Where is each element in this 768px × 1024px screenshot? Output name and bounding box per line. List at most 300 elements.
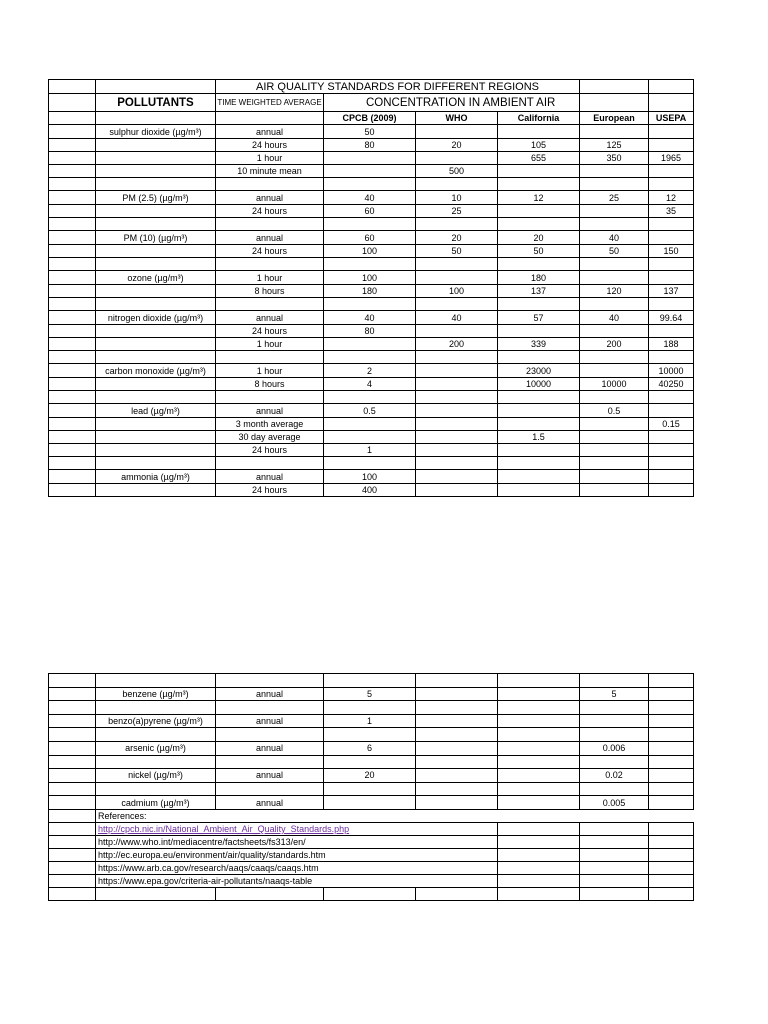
averaging-period: annual <box>216 796 324 810</box>
california-value <box>498 351 580 364</box>
averaging-period: annual <box>216 470 324 484</box>
table-row <box>49 378 694 391</box>
cpcb-value: 50 <box>324 125 416 139</box>
california-value: 180 <box>498 271 580 285</box>
table-row <box>49 418 694 431</box>
cpcb-value <box>324 796 416 810</box>
pollutant-name <box>96 285 216 298</box>
table-row <box>49 444 694 457</box>
california-value: 339 <box>498 338 580 351</box>
reference-link[interactable]: http://ec.europa.eu/environment/air/quality/standards.htm <box>98 849 326 860</box>
california-value <box>498 674 580 688</box>
usepa-value <box>649 714 694 728</box>
european-value <box>580 351 649 364</box>
pollutant-name <box>96 701 216 715</box>
table-row <box>49 714 694 728</box>
california-value <box>498 457 580 470</box>
european-value <box>580 205 649 218</box>
averaging-period: 30 day average <box>216 431 324 444</box>
pollutants-header: POLLUTANTS <box>96 94 216 112</box>
pollutant-name: PM (10) (µg/m³) <box>96 231 216 245</box>
who-value: 10 <box>416 191 498 205</box>
who-value <box>416 404 498 418</box>
averaging-period: 1 hour <box>216 271 324 285</box>
table-row <box>49 782 694 796</box>
averaging-period: 3 month average <box>216 418 324 431</box>
european-value <box>580 391 649 404</box>
california-value <box>498 178 580 191</box>
who-value <box>416 782 498 796</box>
california-value <box>498 165 580 178</box>
pollutant-name <box>96 755 216 769</box>
european-value <box>580 484 649 497</box>
california-value <box>498 325 580 338</box>
california-value <box>498 205 580 218</box>
pollutant-name <box>96 152 216 165</box>
who-value <box>416 769 498 783</box>
usepa-value: 0.15 <box>649 418 694 431</box>
table-row <box>49 298 694 311</box>
cpcb-value: 100 <box>324 470 416 484</box>
reference-link[interactable]: https://www.arb.ca.gov/research/aaqs/caaqs/caaqs.htm <box>98 862 319 873</box>
who-value <box>416 687 498 701</box>
california-value <box>498 298 580 311</box>
cpcb-value <box>324 258 416 271</box>
table-row <box>49 728 694 742</box>
cpcb-value: 5 <box>324 687 416 701</box>
who-value <box>416 378 498 391</box>
european-value <box>580 728 649 742</box>
reference-link[interactable]: http://www.who.int/mediacentre/factsheets/fs313/en/ <box>98 836 306 847</box>
pollutant-name: ammonia (µg/m³) <box>96 470 216 484</box>
averaging-period <box>216 391 324 404</box>
usepa-value <box>649 258 694 271</box>
cpcb-value <box>324 218 416 231</box>
european-value <box>580 271 649 285</box>
averaging-period: 8 hours <box>216 378 324 391</box>
california-value: 50 <box>498 245 580 258</box>
usepa-value: 137 <box>649 285 694 298</box>
california-value: 655 <box>498 152 580 165</box>
table-title: AIR QUALITY STANDARDS FOR DIFFERENT REGIONS <box>216 80 580 94</box>
usepa-value <box>649 796 694 810</box>
table-row <box>49 218 694 231</box>
table-row <box>49 674 694 688</box>
usepa-value: 1965 <box>649 152 694 165</box>
table-row <box>49 351 694 364</box>
usepa-value: 35 <box>649 205 694 218</box>
california-value <box>498 258 580 271</box>
usepa-value: 99.64 <box>649 311 694 325</box>
pollutant-name <box>96 165 216 178</box>
region-header: California <box>498 112 580 125</box>
pollutant-name <box>96 391 216 404</box>
who-value <box>416 484 498 497</box>
averaging-period: 8 hours <box>216 285 324 298</box>
european-value <box>580 674 649 688</box>
usepa-value <box>649 741 694 755</box>
pollutant-name <box>96 457 216 470</box>
pollutant-name: cadmium (µg/m³) <box>96 796 216 810</box>
cpcb-value: 0.5 <box>324 404 416 418</box>
pollutant-name <box>96 782 216 796</box>
cpcb-value: 1 <box>324 714 416 728</box>
usepa-value <box>649 769 694 783</box>
who-value <box>416 218 498 231</box>
cpcb-value <box>324 178 416 191</box>
who-value <box>416 391 498 404</box>
averaging-period: 24 hours <box>216 139 324 152</box>
who-value: 40 <box>416 311 498 325</box>
who-value <box>416 258 498 271</box>
european-value: 40 <box>580 311 649 325</box>
who-value <box>416 351 498 364</box>
cpcb-value <box>324 782 416 796</box>
california-value <box>498 728 580 742</box>
european-value <box>580 444 649 457</box>
reference-row <box>49 861 694 874</box>
cpcb-value: 60 <box>324 231 416 245</box>
table-row <box>49 404 694 418</box>
pollutant-name: lead (µg/m³) <box>96 404 216 418</box>
cpcb-value <box>324 755 416 769</box>
who-value <box>416 444 498 457</box>
california-value <box>498 701 580 715</box>
usepa-value: 10000 <box>649 364 694 378</box>
european-value <box>580 298 649 311</box>
cpcb-value <box>324 457 416 470</box>
reference-link[interactable]: https://www.epa.gov/criteria-air-pollutants/naaqs-table <box>98 875 313 886</box>
averaging-period: 1 hour <box>216 338 324 351</box>
california-value: 105 <box>498 139 580 152</box>
pollutant-name <box>96 245 216 258</box>
who-value <box>416 418 498 431</box>
european-value: 40 <box>580 231 649 245</box>
table-row <box>49 231 694 245</box>
table-row <box>49 364 694 378</box>
table-row <box>49 755 694 769</box>
table-row <box>49 687 694 701</box>
averaging-period: annual <box>216 769 324 783</box>
averaging-period: 24 hours <box>216 444 324 457</box>
usepa-value <box>649 218 694 231</box>
california-value <box>498 755 580 769</box>
who-value: 200 <box>416 338 498 351</box>
reference-row <box>49 835 694 848</box>
averaging-period: 24 hours <box>216 205 324 218</box>
region-header: WHO <box>416 112 498 125</box>
pollutant-name <box>96 674 216 688</box>
who-value <box>416 796 498 810</box>
california-value <box>498 687 580 701</box>
european-value: 0.5 <box>580 404 649 418</box>
who-value <box>416 271 498 285</box>
who-value <box>416 457 498 470</box>
who-value: 500 <box>416 165 498 178</box>
averaging-period: 1 hour <box>216 364 324 378</box>
cpcb-value <box>324 728 416 742</box>
usepa-value <box>649 470 694 484</box>
who-value <box>416 714 498 728</box>
region-header: European <box>580 112 649 125</box>
usepa-value <box>649 231 694 245</box>
standards-table-continued <box>48 673 694 901</box>
usepa-value <box>649 484 694 497</box>
who-value: 20 <box>416 139 498 152</box>
california-value: 1.5 <box>498 431 580 444</box>
averaging-period: 24 hours <box>216 325 324 338</box>
region-header: USEPA <box>649 112 694 125</box>
european-value: 200 <box>580 338 649 351</box>
cpcb-value: 80 <box>324 325 416 338</box>
usepa-value <box>649 325 694 338</box>
european-value <box>580 782 649 796</box>
usepa-value <box>649 351 694 364</box>
usepa-value <box>649 457 694 470</box>
california-value <box>498 741 580 755</box>
usepa-value <box>649 404 694 418</box>
pollutant-name: sulphur dioxide (µg/m³) <box>96 125 216 139</box>
pollutant-name <box>96 139 216 152</box>
averaging-period: annual <box>216 231 324 245</box>
pollutant-name: benzene (µg/m³) <box>96 687 216 701</box>
california-value: 57 <box>498 311 580 325</box>
pollutant-name <box>96 338 216 351</box>
california-value <box>498 125 580 139</box>
pollutant-name: nitrogen dioxide (µg/m³) <box>96 311 216 325</box>
european-value: 50 <box>580 245 649 258</box>
who-value <box>416 325 498 338</box>
usepa-value <box>649 298 694 311</box>
who-value <box>416 701 498 715</box>
european-value: 0.02 <box>580 769 649 783</box>
table-row <box>49 701 694 715</box>
california-value <box>498 714 580 728</box>
european-value <box>580 165 649 178</box>
who-value <box>416 431 498 444</box>
usepa-value <box>649 444 694 457</box>
averaging-period <box>216 457 324 470</box>
averaging-period: 24 hours <box>216 245 324 258</box>
usepa-value: 12 <box>649 191 694 205</box>
pollutant-name <box>96 418 216 431</box>
pollutant-name: carbon monoxide (µg/m³) <box>96 364 216 378</box>
table-row <box>49 178 694 191</box>
references-label: References: <box>96 809 694 822</box>
usepa-value <box>649 178 694 191</box>
who-value <box>416 674 498 688</box>
table-row <box>49 165 694 178</box>
reference-row <box>49 874 694 887</box>
cpcb-value: 60 <box>324 205 416 218</box>
averaging-period: annual <box>216 687 324 701</box>
cpcb-value <box>324 701 416 715</box>
averaging-period <box>216 782 324 796</box>
table-row <box>49 338 694 351</box>
cpcb-value <box>324 351 416 364</box>
table-row <box>49 205 694 218</box>
who-value: 50 <box>416 245 498 258</box>
usepa-value: 40250 <box>649 378 694 391</box>
cpcb-value: 180 <box>324 285 416 298</box>
cpcb-value: 100 <box>324 245 416 258</box>
pollutant-name <box>96 325 216 338</box>
who-value <box>416 470 498 484</box>
who-value <box>416 178 498 191</box>
table-row <box>49 741 694 755</box>
european-value: 10000 <box>580 378 649 391</box>
who-value <box>416 152 498 165</box>
pollutant-name <box>96 351 216 364</box>
table-row <box>49 796 694 810</box>
cpcb-value: 400 <box>324 484 416 497</box>
averaging-period: annual <box>216 125 324 139</box>
pollutant-name <box>96 484 216 497</box>
table-row <box>49 431 694 444</box>
table-row <box>49 470 694 484</box>
california-value <box>498 444 580 457</box>
european-value <box>580 431 649 444</box>
european-value <box>580 470 649 484</box>
averaging-period <box>216 701 324 715</box>
averaging-period <box>216 728 324 742</box>
usepa-value <box>649 165 694 178</box>
who-value <box>416 755 498 769</box>
pollutant-name <box>96 178 216 191</box>
european-value <box>580 755 649 769</box>
pollutant-name: ozone (µg/m³) <box>96 271 216 285</box>
pollutant-name <box>96 378 216 391</box>
averaging-period <box>216 674 324 688</box>
pollutant-name: nickel (µg/m³) <box>96 769 216 783</box>
california-value <box>498 391 580 404</box>
averaging-period: annual <box>216 311 324 325</box>
pollutant-name <box>96 218 216 231</box>
usepa-value <box>649 728 694 742</box>
california-value <box>498 769 580 783</box>
pollutant-name <box>96 298 216 311</box>
cpcb-value <box>324 152 416 165</box>
cpcb-value: 1 <box>324 444 416 457</box>
european-value <box>580 325 649 338</box>
california-value <box>498 484 580 497</box>
who-value <box>416 741 498 755</box>
california-value <box>498 796 580 810</box>
averaging-period <box>216 351 324 364</box>
averaging-period <box>216 178 324 191</box>
usepa-value <box>649 271 694 285</box>
california-value: 20 <box>498 231 580 245</box>
table-row <box>49 285 694 298</box>
european-value <box>580 218 649 231</box>
california-value: 23000 <box>498 364 580 378</box>
table-row <box>49 484 694 497</box>
table-row <box>49 125 694 139</box>
european-value <box>580 178 649 191</box>
averaging-period <box>216 258 324 271</box>
reference-link[interactable]: http://cpcb.nic.in/National_Ambient_Air_Quality_Standards.php <box>98 823 350 834</box>
european-value <box>580 418 649 431</box>
california-value: 137 <box>498 285 580 298</box>
california-value: 10000 <box>498 378 580 391</box>
california-value <box>498 418 580 431</box>
cpcb-value <box>324 674 416 688</box>
table-row <box>49 271 694 285</box>
european-value <box>580 714 649 728</box>
averaging-period <box>216 298 324 311</box>
who-value <box>416 364 498 378</box>
pollutant-name <box>96 728 216 742</box>
usepa-value <box>649 755 694 769</box>
cpcb-value <box>324 298 416 311</box>
averaging-period: annual <box>216 741 324 755</box>
usepa-value <box>649 391 694 404</box>
cpcb-value <box>324 391 416 404</box>
pollutant-name <box>96 431 216 444</box>
table-row <box>49 325 694 338</box>
european-value: 125 <box>580 139 649 152</box>
who-value <box>416 298 498 311</box>
averaging-period: annual <box>216 404 324 418</box>
cpcb-value <box>324 338 416 351</box>
california-value <box>498 218 580 231</box>
cpcb-value <box>324 418 416 431</box>
who-value: 100 <box>416 285 498 298</box>
california-value: 12 <box>498 191 580 205</box>
averaging-period: annual <box>216 191 324 205</box>
averaging-period: 1 hour <box>216 152 324 165</box>
twa-header: TIME WEIGHTED AVERAGE <box>216 94 324 112</box>
pollutant-name: arsenic (µg/m³) <box>96 741 216 755</box>
cpcb-value <box>324 431 416 444</box>
table-row <box>49 457 694 470</box>
table-row <box>49 139 694 152</box>
pollutant-name <box>96 258 216 271</box>
cpcb-value: 20 <box>324 769 416 783</box>
reference-row <box>49 848 694 861</box>
averaging-period <box>216 218 324 231</box>
pollutant-name <box>96 444 216 457</box>
table-row <box>49 245 694 258</box>
european-value <box>580 125 649 139</box>
table-row <box>49 769 694 783</box>
pollutant-name: benzo(a)pyrene (µg/m³) <box>96 714 216 728</box>
european-value: 0.005 <box>580 796 649 810</box>
cpcb-value: 4 <box>324 378 416 391</box>
cpcb-value: 6 <box>324 741 416 755</box>
cpcb-value: 80 <box>324 139 416 152</box>
table-row <box>49 258 694 271</box>
usepa-value <box>649 782 694 796</box>
european-value: 350 <box>580 152 649 165</box>
california-value <box>498 404 580 418</box>
averaging-period: 24 hours <box>216 484 324 497</box>
usepa-value: 150 <box>649 245 694 258</box>
who-value <box>416 125 498 139</box>
european-value <box>580 258 649 271</box>
table-row <box>49 311 694 325</box>
european-value: 120 <box>580 285 649 298</box>
usepa-value: 188 <box>649 338 694 351</box>
who-value: 20 <box>416 231 498 245</box>
table-row <box>49 191 694 205</box>
usepa-value <box>649 125 694 139</box>
european-value: 5 <box>580 687 649 701</box>
pollutant-name: PM (2.5) (µg/m³) <box>96 191 216 205</box>
pollutant-name <box>96 205 216 218</box>
cpcb-value <box>324 165 416 178</box>
european-value <box>580 457 649 470</box>
